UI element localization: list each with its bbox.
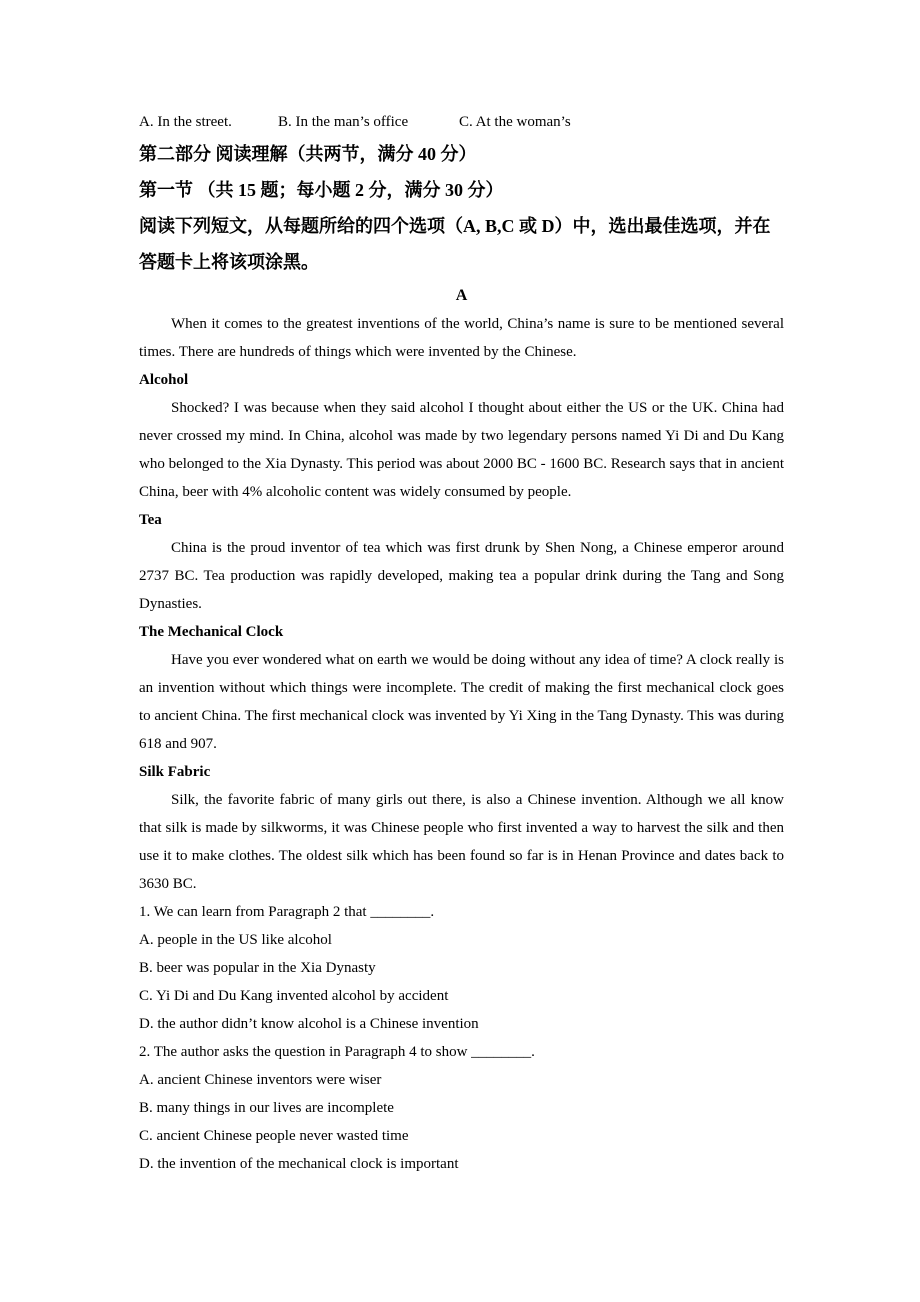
option-b: B. In the man’s office <box>278 114 409 130</box>
question-1-option-d: D. the author didn’t know alcohol is a Chinese invention <box>139 1016 479 1032</box>
question-1-stem: 1. We can learn from Paragraph 2 that ________. <box>139 904 435 920</box>
section-heading-silk: Silk Fabric <box>139 764 211 780</box>
section-heading-tea: Tea <box>139 512 162 528</box>
passage-letter: A <box>455 287 468 304</box>
section-text-clock: Have you ever wondered what on earth we would be doing without any idea of time? A clock really is an invention without which things were incomplete. The credit of making the first mechanical clock goes to ancient China. The first mechanical clock was invented by Yi Xing in the Tang Dynasty. This was during 618 and 907. <box>139 652 784 752</box>
question-2-stem: 2. The author asks the question in Paragraph 4 to show ________. <box>139 1044 535 1060</box>
instruction: 阅读下列短文，从每题所给的四个选项（A, B,C 或 D）中，选出最佳选项，并在答题卡上将该项涂黑。 <box>139 216 771 272</box>
question-2-option-a: A. ancient Chinese inventors were wiser <box>139 1072 382 1088</box>
exam-page <box>139 108 784 1178</box>
section-text-alcohol: Shocked? I was because when they said alcohol I thought about either the US or the UK. China had never crossed my mind. In China, alcohol was made by two legendary persons named Yi Di and Du Kang who belonged to the Xia Dynasty. This period was about 2000 BC - 1600 BC. Research says that in ancient China, beer with 4% alcoholic content was widely consumed by people. <box>139 400 784 500</box>
section-heading-alcohol: Alcohol <box>139 372 189 388</box>
part-title: 第二部分 阅读理解（共两节，满分 40 分） <box>139 144 477 164</box>
section-text-tea: China is the proud inventor of tea which was first drunk by Shen Nong, a Chinese emperor around 2737 BC. Tea production was rapidly developed, making tea a popular drink during the Tang and Song Dynasties. <box>139 540 784 612</box>
section-heading-clock: The Mechanical Clock <box>139 624 284 640</box>
section-title: 第一节 （共 15 题；每小题 2 分，满分 30 分） <box>139 180 504 200</box>
question-1-option-a: A. people in the US like alcohol <box>139 932 332 948</box>
option-a: A. In the street. <box>139 114 232 130</box>
passage-intro: When it comes to the greatest inventions of the world, China’s name is sure to be mentioned several times. There are hundreds of things which were invented by the Chinese. <box>139 316 784 360</box>
question-2-option-c: C. ancient Chinese people never wasted time <box>139 1128 409 1144</box>
previous-question-options <box>139 108 784 136</box>
section-text-silk: Silk, the favorite fabric of many girls out there, is also a Chinese invention. Although we all know that silk is made by silkworms, it was Chinese people who first invented a way to harvest the silk and then use it to make clothes. The oldest silk which has been found so far is in Henan Province and dates back to 3630 BC. <box>139 792 784 892</box>
question-2-option-b: B. many things in our lives are incomplete <box>139 1100 394 1116</box>
question-1-option-b: B. beer was popular in the Xia Dynasty <box>139 960 376 976</box>
question-2-option-d: D. the invention of the mechanical clock is important <box>139 1156 459 1172</box>
question-1-option-c: C. Yi Di and Du Kang invented alcohol by accident <box>139 988 449 1004</box>
option-c: C. At the woman’s <box>459 114 571 130</box>
